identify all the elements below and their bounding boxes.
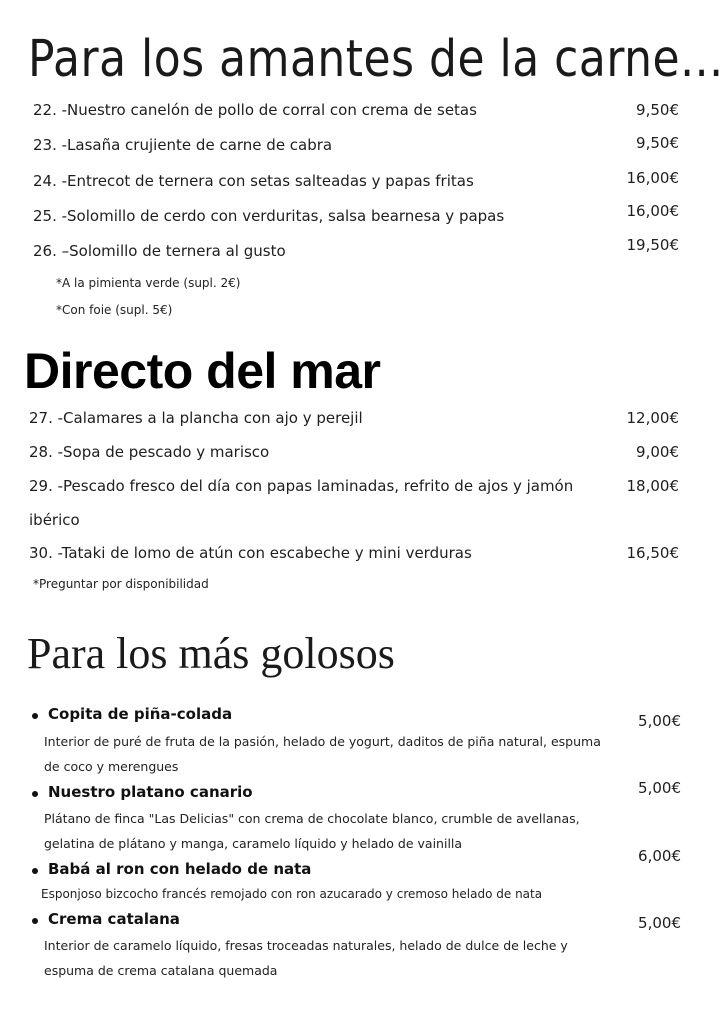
menu-item-29-cont: ibérico (29, 511, 80, 529)
dessert-title-baba: Babá al ron con helado de nata (48, 860, 312, 878)
dessert-price-baba: 6,00€ (638, 847, 681, 865)
dessert-title-pina-colada: Copita de piña-colada (48, 705, 233, 723)
menu-item-24: 24. -Entrecot de ternera con setas salteadas y papas fritas (33, 172, 474, 190)
menu-item-23-price: 9,50€ (636, 134, 679, 152)
menu-item-22: 22. -Nuestro canelón de pollo de corral con crema de setas (33, 101, 477, 119)
menu-item-27-price: 12,00€ (626, 409, 679, 427)
section-title-sea: Directo del mar (24, 343, 381, 399)
menu-item-25-price: 16,00€ (626, 202, 679, 220)
dessert-price-platano: 5,00€ (638, 779, 681, 797)
menu-item-30: 30. -Tataki de lomo de atún con escabeche y mini verduras (29, 544, 472, 562)
dessert-desc-pina-colada-1: Interior de puré de fruta de la pasión, helado de yogurt, daditos de piña natural, espuma (44, 734, 601, 749)
dessert-desc-baba-1: Esponjoso bizcocho francés remojado con ron azucarado y cremoso helado de nata (41, 887, 543, 901)
dessert-price-pina-colada: 5,00€ (638, 712, 681, 730)
menu-item-25: 25. -Solomillo de cerdo con verduritas, salsa bearnesa y papas (33, 207, 505, 225)
menu-item-23: 23. -Lasaña crujiente de carne de cabra (33, 136, 333, 154)
dessert-desc-pina-colada-2: de coco y merengues (44, 759, 179, 774)
menu-item-26-price: 19,50€ (626, 236, 679, 254)
dessert-title-crema: Crema catalana (48, 910, 180, 928)
menu-item-22-price: 9,50€ (636, 101, 679, 119)
menu-item-24-price: 16,00€ (626, 169, 679, 187)
section-title-desserts: Para los más golosos (27, 629, 395, 678)
dessert-desc-crema-2: espuma de crema catalana quemada (44, 963, 278, 978)
bullet-icon (32, 868, 38, 874)
menu-item-30-price: 16,50€ (626, 544, 679, 562)
menu-item-26: 26. –Solomillo de ternera al gusto (33, 242, 286, 260)
dessert-price-crema: 5,00€ (638, 914, 681, 932)
meat-note-foie: *Con foie (supl. 5€) (56, 303, 173, 317)
bullet-icon (32, 713, 38, 719)
menu-item-29-price: 18,00€ (626, 477, 679, 495)
sea-note-availability: *Preguntar por disponibilidad (33, 577, 209, 591)
menu-item-28-price: 9,00€ (636, 443, 679, 461)
dessert-title-platano: Nuestro platano canario (48, 783, 253, 801)
dessert-desc-crema-1: Interior de caramelo líquido, fresas troceadas naturales, helado de dulce de leche y (44, 938, 568, 953)
menu-item-27: 27. -Calamares a la plancha con ajo y perejil (29, 409, 363, 427)
menu-item-29: 29. -Pescado fresco del día con papas laminadas, refrito de ajos y jamón (29, 477, 574, 495)
menu-item-28: 28. -Sopa de pescado y marisco (29, 443, 270, 461)
dessert-desc-platano-2: gelatina de plátano y manga, caramelo líquido y helado de vainilla (44, 836, 463, 851)
dessert-desc-platano-1: Plátano de finca "Las Delicias" con crema de chocolate blanco, crumble de avellanas, (44, 811, 580, 826)
bullet-icon (32, 791, 38, 797)
meat-note-pepper: *A la pimienta verde (supl. 2€) (56, 276, 241, 290)
bullet-icon (32, 918, 38, 924)
section-title-meat: Para los amantes de la carne... (28, 30, 724, 89)
